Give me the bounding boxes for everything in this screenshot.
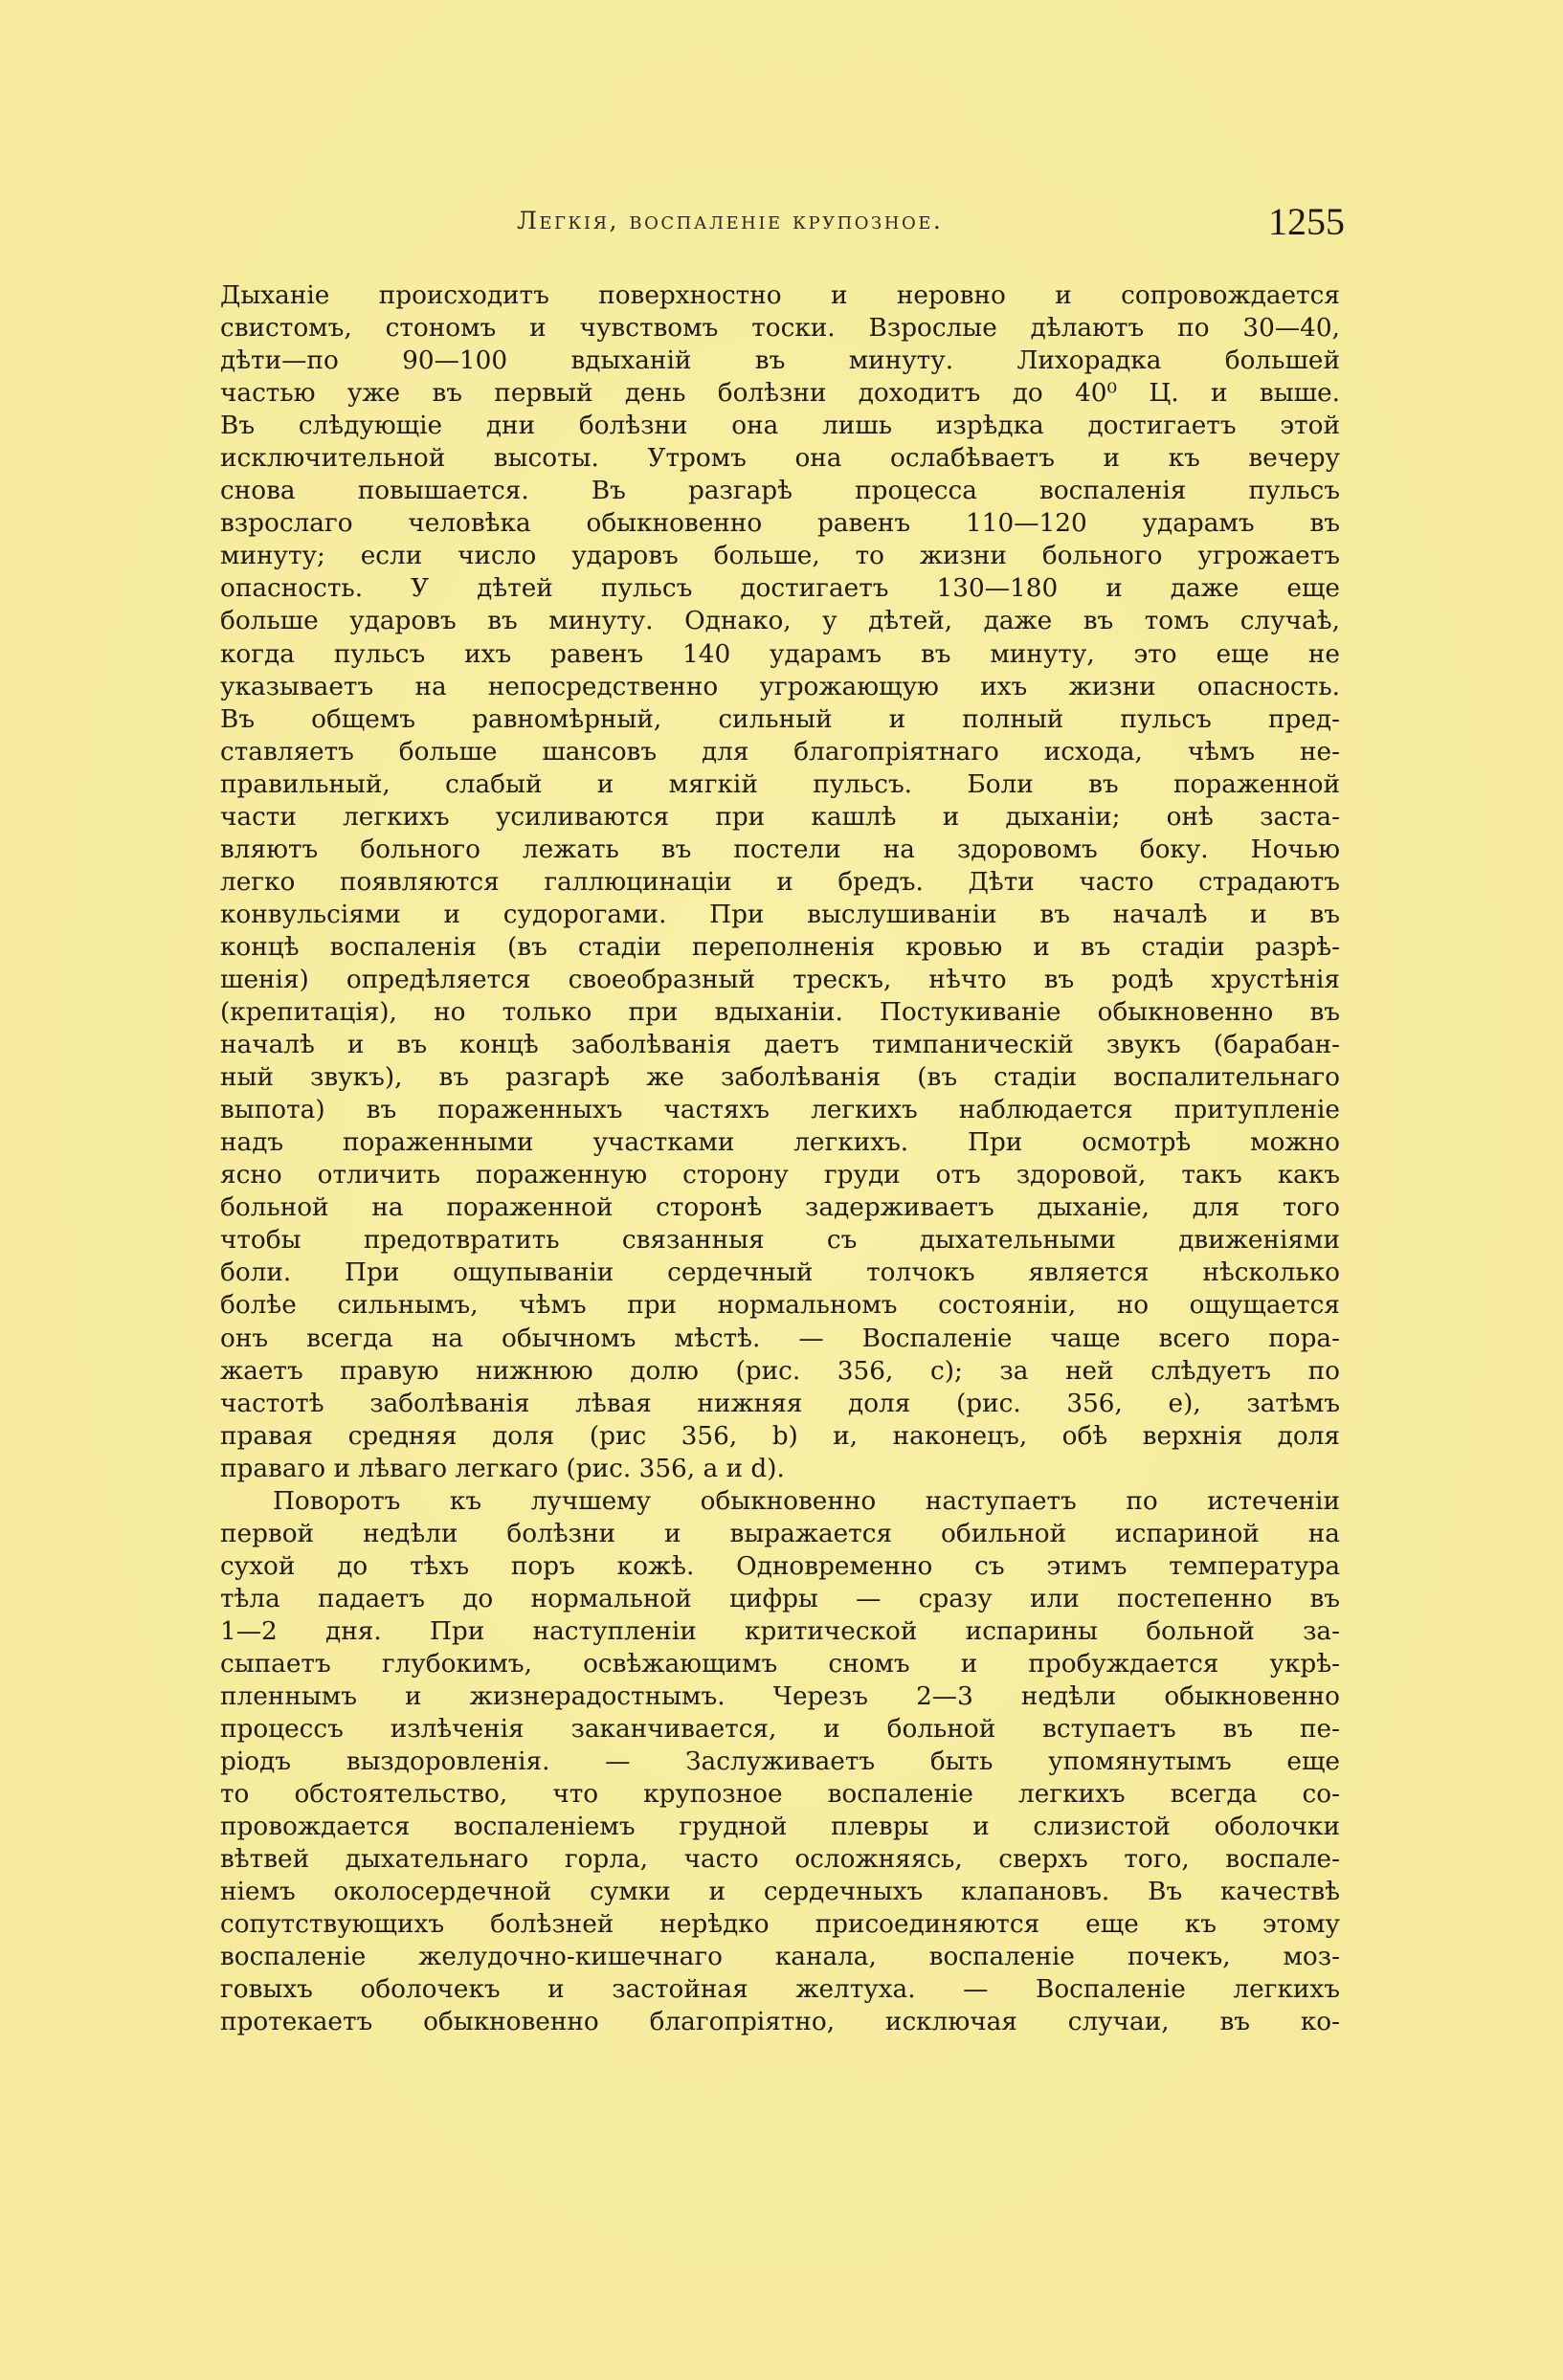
text-line: вѣтвей дыхательнаго горла, часто осложняясь, сверхъ того, воспале- [220, 1845, 1340, 1875]
text-line: вляютъ больного лежать въ постели на здоровомъ боку. Ночью [220, 834, 1340, 864]
text-line: сопутствующихъ болѣзней нерѣдко присоединяются еще къ этому [220, 1910, 1340, 1940]
text-line: взрослаго человѣка обыкновенно равенъ 110—120 ударамъ въ [220, 509, 1340, 539]
text-line: воспаленіе желудочно-кишечнаго канала, воспаленіе почекъ, моз- [220, 1943, 1340, 1972]
text-line: ный звукъ), въ разгарѣ же заболѣванія (въ стадіи воспалительнаго [220, 1063, 1340, 1093]
text-line: больше ударовъ въ минуту. Однако, у дѣтей, даже въ томъ случаѣ, [220, 607, 1340, 636]
text-line: процессъ излѣченія заканчивается, и больной вступаетъ въ пе- [220, 1715, 1340, 1745]
text-line: снова повышается. Въ разгарѣ процесса воспаленія пульсъ [220, 477, 1340, 506]
text-line: ставляетъ больше шансовъ для благопріятнаго исхода, чѣмъ не- [220, 737, 1340, 767]
text-line: свистомъ, стономъ и чувствомъ тоски. Взрослые дѣлаютъ по 30—40, [220, 314, 1340, 344]
text-line: то обстоятельство, что крупозное воспаленіе легкихъ всегда со- [220, 1780, 1340, 1810]
text-line: ріодъ выздоровленія. — Заслуживаетъ быть упомянутымъ еще [220, 1747, 1340, 1777]
text-line: сыпаетъ глубокимъ, освѣжающимъ сномъ и пробуждается укрѣ- [220, 1649, 1340, 1679]
text-line: боли. При ощупываніи сердечный толчокъ является нѣсколько [220, 1258, 1340, 1288]
text-line: Въ слѣдующіе дни болѣзни она лишь изрѣдка достигаетъ этой [220, 411, 1340, 441]
page-number: 1255 [1268, 200, 1345, 243]
text-line: дѣти—по 90—100 вдыханій въ минуту. Лихорадка большей [220, 346, 1340, 376]
text-line: больной на пораженной сторонѣ задерживаетъ дыханіе, для того [220, 1193, 1340, 1223]
text-line: ніемъ околосердечной сумки и сердечныхъ клапановъ. Въ качествѣ [220, 1878, 1340, 1907]
text-line: первой недѣли болѣзни и выражается обильной испариной на [220, 1519, 1340, 1548]
text-line: легко появляются галлюцинаціи и бредъ. Дѣти часто страдаютъ [220, 867, 1340, 897]
text-line: надъ пораженными участками легкихъ. При осмотрѣ можно [220, 1128, 1340, 1158]
text-line: болѣе сильнымъ, чѣмъ при нормальномъ состояніи, но ощущается [220, 1291, 1340, 1321]
text-line: опасность. У дѣтей пульсъ достигаетъ 130—180 и даже еще [220, 574, 1340, 604]
text-line: провождается воспаленіемъ грудной плевры и слизистой оболочки [220, 1813, 1340, 1842]
text-line: жаетъ правую нижнюю долю (рис. 356, c); за ней слѣдуетъ по [220, 1356, 1340, 1386]
text-line: правая средняя доля (рис 356, b) и, наконецъ, обѣ верхнія доля [220, 1421, 1340, 1451]
text-line: праваго и лѣваго легкаго (рис. 356, a и d). [220, 1454, 785, 1483]
text-line: шенія) опредѣляется своеобразный трескъ, нѣчто въ родѣ хрустѣнія [220, 965, 1340, 994]
body-text [220, 279, 1340, 2039]
text-line: пленнымъ и жизнерадостнымъ. Черезъ 2—3 недѣли обыкновенно [220, 1682, 1340, 1712]
text-line: говыхъ оболочекъ и застойная желтуха. — Воспаленіе легкихъ [220, 1975, 1340, 2005]
text-line: чтобы предотвратить связанныя съ дыхательными движеніями [220, 1226, 1340, 1256]
page-header [220, 199, 1345, 256]
text-line: минуту; если число ударовъ больше, то жизни больного угрожаетъ [220, 542, 1340, 571]
text-line: выпота) въ пораженныхъ частяхъ легкихъ наблюдается притупленіе [220, 1096, 1340, 1125]
text-line: (крепитація), но только при вдыханіи. Постукиваніе обыкновенно въ [220, 998, 1340, 1028]
text-line: 1—2 дня. При наступленіи критической испарины больной за- [220, 1616, 1340, 1646]
text-line: конвульсіями и судорогами. При выслушиваніи въ началѣ и въ [220, 900, 1340, 929]
text-line: ясно отличить пораженную сторону груди отъ здоровой, такъ какъ [220, 1161, 1340, 1190]
running-title: Легкія, воспаленіе крупозное. [517, 207, 944, 234]
text-line: Дыханіе происходитъ поверхностно и неровно и сопровождается [220, 281, 1340, 310]
text-line: концѣ воспаленія (въ стадіи переполненія кровью и въ стадіи разрѣ- [220, 932, 1340, 962]
text-line: Поворотъ къ лучшему обыкновенно наступаетъ по истеченіи [273, 1486, 1340, 1516]
text-line: онъ всегда на обычномъ мѣстѣ. — Воспаленіе чаще всего пора- [220, 1323, 1340, 1353]
text-line: когда пульсъ ихъ равенъ 140 ударамъ въ минуту, это еще не [220, 639, 1340, 669]
text-line: сухой до тѣхъ поръ кожѣ. Одновременно съ этимъ температура [220, 1551, 1340, 1581]
text-line: протекаетъ обыкновенно благопріятно, исключая случаи, въ ко- [220, 2008, 1340, 2037]
text-line: началѣ и въ концѣ заболѣванія даетъ тимпаническій звукъ (барабан- [220, 1031, 1340, 1060]
text-line: исключительной высоты. Утромъ она ослабѣваетъ и къ вечеру [220, 444, 1340, 474]
text-line: правильный, слабый и мягкій пульсъ. Боли въ пораженной [220, 769, 1340, 799]
text-line: Въ общемъ равномѣрный, сильный и полный пульсъ пред- [220, 704, 1340, 734]
text-line: указываетъ на непосредственно угрожающую ихъ жизни опасность. [220, 672, 1340, 701]
text-line: тѣла падаетъ до нормальной цифры — сразу или постепенно въ [220, 1584, 1340, 1613]
text-line: части легкихъ усиливаются при кашлѣ и дыханіи; онѣ заста- [220, 802, 1340, 832]
text-line: частотѣ заболѣванія лѣвая нижняя доля (рис. 356, e), затѣмъ [220, 1389, 1340, 1418]
text-line: частью уже въ первый день болѣзни доходитъ до 40⁰ Ц. и выше. [220, 379, 1340, 409]
